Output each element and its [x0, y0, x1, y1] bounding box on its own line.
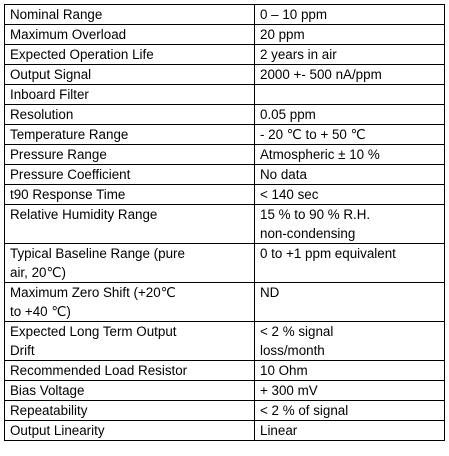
table-row	[5, 185, 445, 205]
table-row	[5, 5, 445, 25]
spec-parameter-cell: Pressure Coefficient	[5, 165, 255, 185]
table-row	[5, 125, 445, 145]
table-row	[5, 283, 445, 322]
spec-value-cell: < 140 sec	[255, 185, 445, 205]
spec-parameter-cell: Expected Long Term Output Drift	[5, 322, 255, 361]
spec-value-cell: No data	[255, 165, 445, 185]
spec-parameter-cell: Expected Operation Life	[5, 45, 255, 65]
spec-parameter-cell: Output Linearity	[5, 421, 255, 441]
spec-value-cell: < 2 % signal loss/month	[255, 322, 445, 361]
spec-table-container	[4, 4, 444, 441]
spec-value-cell: 15 % to 90 % R.H. non-condensing	[255, 205, 445, 244]
table-row	[5, 145, 445, 165]
spec-table-body	[5, 5, 445, 441]
table-row	[5, 322, 445, 361]
spec-parameter-cell: Maximum Overload	[5, 25, 255, 45]
table-row	[5, 85, 445, 105]
spec-parameter-cell: t90 Response Time	[5, 185, 255, 205]
table-row	[5, 165, 445, 185]
spec-value-cell: Atmospheric ± 10 %	[255, 145, 445, 165]
spec-value-cell	[255, 85, 445, 105]
spec-value-cell: < 2 % of signal	[255, 401, 445, 421]
spec-value-cell: - 20 ℃ to + 50 ℃	[255, 125, 445, 145]
spec-parameter-cell: Resolution	[5, 105, 255, 125]
table-row	[5, 401, 445, 421]
spec-parameter-cell: Pressure Range	[5, 145, 255, 165]
table-row	[5, 25, 445, 45]
spec-value-cell: Linear	[255, 421, 445, 441]
table-row	[5, 381, 445, 401]
spec-parameter-cell: Inboard Filter	[5, 85, 255, 105]
spec-parameter-cell: Bias Voltage	[5, 381, 255, 401]
spec-parameter-cell: Relative Humidity Range	[5, 205, 255, 244]
spec-value-cell: + 300 mV	[255, 381, 445, 401]
spec-value-cell: ND	[255, 283, 445, 322]
spec-parameter-cell: Output Signal	[5, 65, 255, 85]
spec-value-cell: 10 Ohm	[255, 361, 445, 381]
table-row	[5, 205, 445, 244]
table-row	[5, 244, 445, 283]
table-row	[5, 105, 445, 125]
sensor-spec-table	[4, 4, 445, 441]
table-row	[5, 361, 445, 381]
spec-parameter-cell: Repeatability	[5, 401, 255, 421]
spec-value-cell: 0 to +1 ppm equivalent	[255, 244, 445, 283]
spec-parameter-cell: Temperature Range	[5, 125, 255, 145]
spec-value-cell: 0 – 10 ppm	[255, 5, 445, 25]
spec-value-cell: 2000 +- 500 nA/ppm	[255, 65, 445, 85]
spec-parameter-cell: Recommended Load Resistor	[5, 361, 255, 381]
spec-parameter-cell: Typical Baseline Range (pure air, 20℃)	[5, 244, 255, 283]
spec-value-cell: 2 years in air	[255, 45, 445, 65]
spec-parameter-cell: Nominal Range	[5, 5, 255, 25]
table-row	[5, 421, 445, 441]
table-row	[5, 45, 445, 65]
spec-parameter-cell: Maximum Zero Shift (+20℃ to +40 ℃)	[5, 283, 255, 322]
spec-value-cell: 20 ppm	[255, 25, 445, 45]
spec-value-cell: 0.05 ppm	[255, 105, 445, 125]
table-row	[5, 65, 445, 85]
